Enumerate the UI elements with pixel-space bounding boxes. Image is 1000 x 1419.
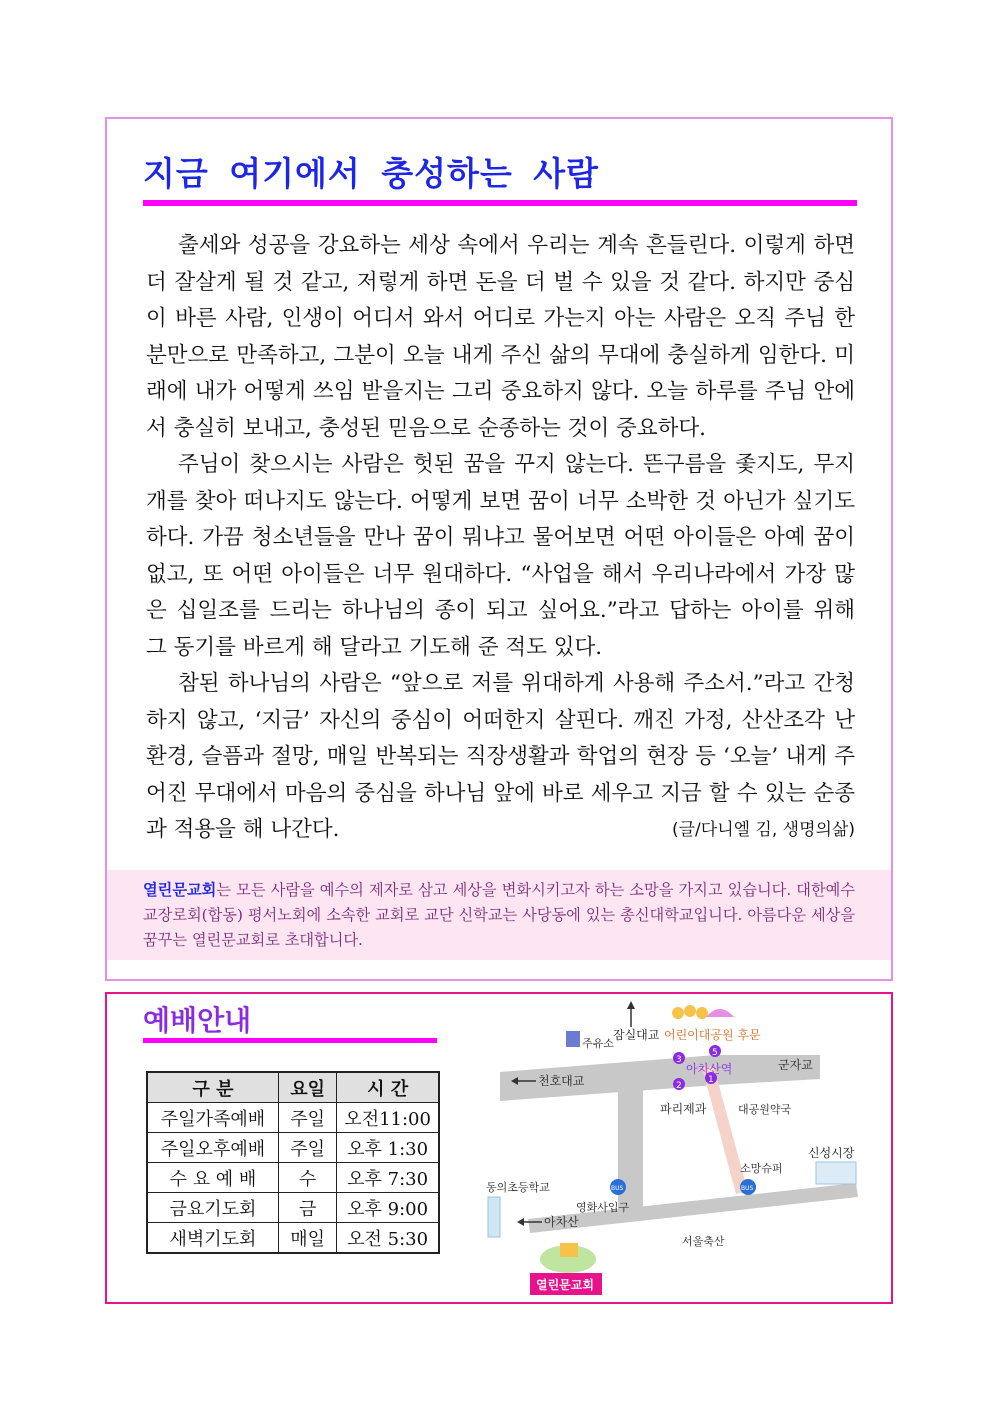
- service-day: 매일: [278, 1223, 336, 1254]
- exit-label-1: 1: [708, 1075, 714, 1085]
- church-name: 열린문교회: [143, 881, 217, 899]
- article-paragraph-3-text: 참된 하나님의 사람은 “앞으로 저를 위대하게 사용해 주소서.”라고 간청하지 않고, ‘지금’ 자신의 중심이 어떠한지 살핀다. 깨진 가정, 산산조각 난 환경, 슬픔과 절망, 매일 반복되는 직장생활과 학업의 현장 등 ‘오늘’ 내게 주어진 무대에서 마음의 중심을 하나님 앞에 바로 세우고 지금 할 수 있는 순종과 적용을 해 나간다.: [146, 671, 855, 842]
- table-header-row: [147, 1072, 439, 1103]
- service-time: 오후 7:30: [337, 1163, 439, 1193]
- road-left-vertical: [618, 1090, 643, 1219]
- service-day: 금: [278, 1193, 336, 1223]
- table-row: [147, 1103, 439, 1133]
- map-label-church: 열린문교회: [536, 1278, 594, 1292]
- balloon-icon: [672, 1007, 684, 1019]
- service-name: 새벽기도회: [147, 1223, 278, 1254]
- map-label-sinseong: 신성시장: [808, 1146, 855, 1160]
- exit-label-3: 3: [676, 1055, 682, 1065]
- arrow-up-head: [627, 1001, 635, 1009]
- article-paragraph-1: 출세와 성공을 강요하는 세상 속에서 우리는 계속 흔들린다. 이렇게 하면 더 잘살게 될 것 같고, 저렇게 하면 돈을 더 벌 수 있을 것 같다. 하지만 중심이 바른 사람, 인생이 어디서 와서 어디로 가는지 아는 사람은 오직 주님 한 분만으로 만족하고, 그분이 오늘 내게 주신 삶의 무대에 충실하게 임한다. 미래에 내가 어떻게 쓰임 받을지는 그리 중요하지 않다. 오늘 하루를 주님 안에서 충실히 보내고, 충성된 믿음으로 순종하는 것이 중요하다.: [146, 233, 855, 441]
- table-row: [147, 1223, 439, 1254]
- map-label-pharmacy: 대공원약국: [738, 1103, 792, 1116]
- table-row: [147, 1163, 439, 1193]
- header-day: 요일: [278, 1072, 336, 1103]
- school-block: [488, 1197, 500, 1237]
- map-label-achasan: 아차산: [544, 1215, 579, 1229]
- title-underline: [143, 200, 857, 206]
- church-description: 는 모든 사람을 예수의 제자로 삼고 세상을 변화시키고자 하는 소망을 가지고 있습니다. 대한예수교장로회(합동) 평서노회에 소속한 교회로 교단 신학교는 사당동에 있는 총신대학교입니다. 아름다운 세상을 꿈꾸는 열린문교회로 초대합니다.: [143, 881, 855, 949]
- map-label-paris: 파리제과: [660, 1102, 707, 1116]
- map-label-station: 아차산역: [686, 1062, 733, 1076]
- table-row: [147, 1193, 439, 1223]
- gas-station-icon: [566, 1031, 580, 1047]
- service-time: 오전 5:30: [337, 1223, 439, 1254]
- article-paragraph-2: 주님이 찾으시는 사람은 헛된 꿈을 꾸지 않는다. 뜬구름을 좇지도, 무지개를 찾아 떠나지도 않는다. 어떻게 보면 꿈이 너무 소박한 것 아닌가 싶기도 하다. 가끔 청소년들을 만나 꿈이 뭐냐고 물어보면 어떤 아이들은 아예 꿈이 없고, 또 어떤 아이들은 너무 원대하다. “사업을 해서 우리나라에서 가장 많은 십일조를 드리는 하나님의 종이 되고 싶어요.”라고 답하는 아이를 위해 그 동기를 바르게 해 달라고 기도해 준 적도 있다.: [146, 452, 855, 660]
- balloon-icon: [684, 1005, 696, 1017]
- map-label-gasstation: 주유소: [582, 1037, 614, 1050]
- service-time: 오전11:00: [337, 1103, 439, 1133]
- church-building-icon: [560, 1243, 578, 1257]
- service-time: 오후 1:30: [337, 1133, 439, 1163]
- service-name: 수 요 예 배: [147, 1163, 278, 1193]
- bus-label: BUS: [741, 1185, 754, 1192]
- umbrella-icon: [706, 1009, 734, 1017]
- table-row: [147, 1133, 439, 1163]
- worship-schedule-table: [146, 1071, 440, 1254]
- arrow-achasan-head: [517, 1218, 524, 1226]
- service-day: 수: [278, 1163, 336, 1193]
- map-label-younghwa: 영화사입구: [576, 1201, 630, 1214]
- service-name: 주일가족예배: [147, 1103, 278, 1133]
- service-name: 주일오후예배: [147, 1133, 278, 1163]
- church-intro: [143, 878, 855, 953]
- worship-title: 예배안내: [143, 1004, 252, 1037]
- balloon-icon: [696, 1007, 708, 1019]
- article-title: 지금 여기에서 충성하는 사람: [143, 154, 600, 193]
- service-time: 오후 9:00: [337, 1193, 439, 1223]
- article-credit: (글/다니엘 김, 생명의삶): [671, 820, 855, 840]
- map-label-dongui: 동의초등학교: [486, 1181, 550, 1194]
- exit-label-5: 5: [712, 1048, 718, 1058]
- map-label-childpark: 어린이대공원 후문: [664, 1028, 761, 1042]
- bus-label: BUS: [611, 1185, 624, 1192]
- worship-title-underline: [143, 1038, 437, 1043]
- service-day: 주일: [278, 1103, 336, 1133]
- map-label-somang: 소망슈퍼: [740, 1162, 783, 1175]
- map-label-cheonho: 천호대교: [538, 1074, 585, 1088]
- service-name: 금요기도회: [147, 1193, 278, 1223]
- map-label-jamsil: 잠실대교: [613, 1028, 660, 1042]
- header-category: 구 분: [147, 1072, 278, 1103]
- exit-label-2: 2: [676, 1081, 682, 1091]
- header-time: 시 간: [337, 1072, 439, 1103]
- location-map: [478, 997, 878, 1297]
- map-label-seoul-meat: 서울축산: [682, 1235, 725, 1248]
- service-day: 주일: [278, 1133, 336, 1163]
- map-label-gunja: 군자교: [778, 1058, 813, 1072]
- article-paragraph-3: [146, 666, 855, 849]
- market-block: [816, 1162, 856, 1184]
- article-body: [146, 228, 855, 849]
